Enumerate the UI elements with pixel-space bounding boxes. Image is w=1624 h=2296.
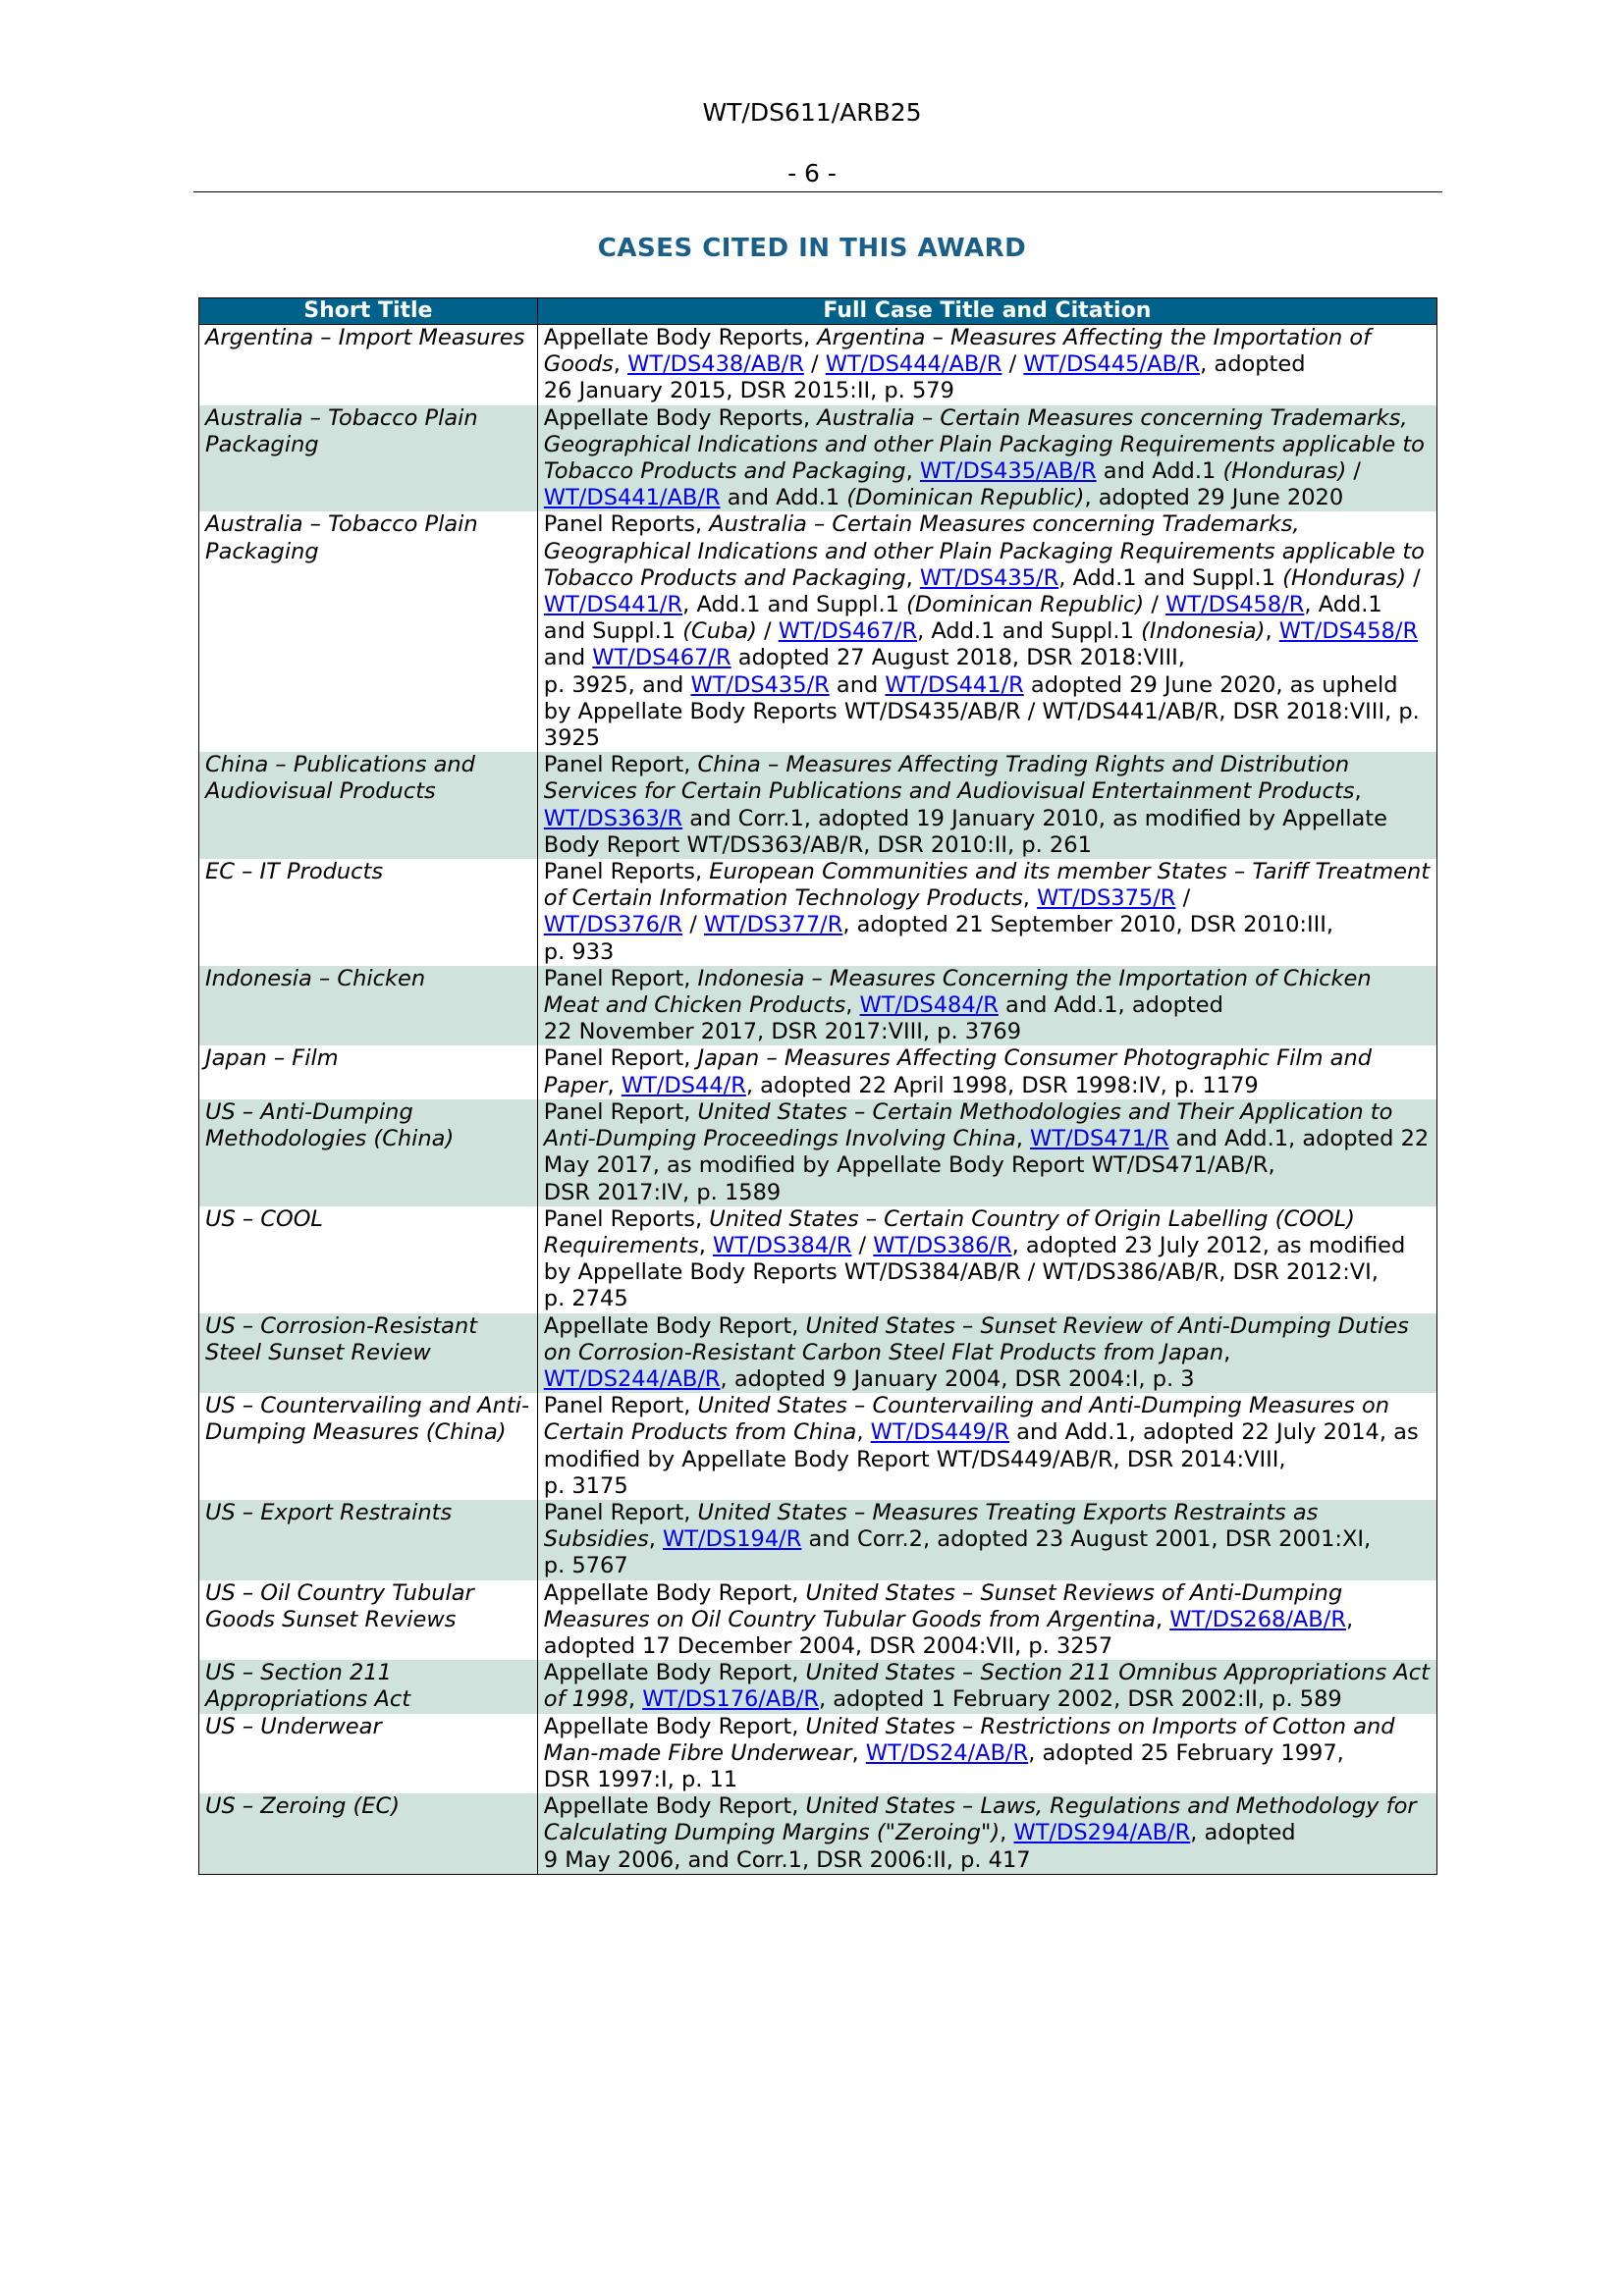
citation-text: , xyxy=(1000,1820,1014,1846)
citation-text: Appellate Body Report, xyxy=(543,1660,806,1686)
citation-text: / xyxy=(851,1232,874,1258)
document-link[interactable]: WT/DS458/R xyxy=(1278,618,1419,645)
full-citation-cell xyxy=(537,1393,1436,1500)
case-title-text: Indonesia – Measures Concerning the Importation of Chicken Meat and Chicken Products xyxy=(543,965,1372,1019)
full-citation-cell xyxy=(537,1045,1436,1098)
citation-text: p. 3925, and xyxy=(543,671,691,698)
citation-text: DSR 1997:I, p. 11 xyxy=(543,1766,738,1792)
citation-text: and Add.1 xyxy=(1096,458,1223,485)
citation-text: , xyxy=(905,458,920,485)
citation-text: Panel Reports, xyxy=(543,859,710,885)
full-citation-cell xyxy=(537,752,1436,859)
citation-text: Appellate Body Reports, xyxy=(543,325,818,350)
short-title-cell: Japan – Film xyxy=(199,1045,538,1098)
document-link[interactable]: WT/DS176/AB/R xyxy=(642,1686,819,1713)
citation-text: 22 November 2017, DSR 2017:VIII, p. 3769 xyxy=(543,1019,1022,1045)
case-title-text: United States – Certain Methodologies and Their Application to Anti-Dumping Proceedings Involving China xyxy=(543,1098,1393,1152)
citation-text: , xyxy=(1223,1339,1231,1365)
full-citation-cell xyxy=(537,405,1436,512)
case-title-text: (Cuba) xyxy=(682,618,757,645)
table-row xyxy=(199,1714,1437,1794)
case-title-text: United States – Restrictions on Imports of Cotton and Man-made Fibre Underwear xyxy=(543,1713,1395,1766)
table-row xyxy=(199,405,1437,512)
citation-text: and xyxy=(543,645,593,671)
citation-text: , xyxy=(1354,778,1362,805)
full-citation-cell xyxy=(537,1313,1436,1394)
header-rule xyxy=(193,191,1442,192)
citation-text: DSR 2017:IV, p. 1589 xyxy=(543,1179,782,1205)
citation-text: / xyxy=(1405,564,1421,591)
table-row xyxy=(199,1500,1437,1580)
citation-text: / xyxy=(1346,458,1361,485)
document-link[interactable]: WT/DS441/R xyxy=(543,592,683,618)
document-link[interactable]: WT/DS445/AB/R xyxy=(1023,351,1201,378)
citation-text: Panel Report, xyxy=(543,965,698,991)
citation-text: , adopted 25 February 1997, xyxy=(1028,1739,1344,1766)
full-citation-cell xyxy=(537,1660,1436,1713)
citation-text: / xyxy=(1144,592,1166,618)
citation-text: , xyxy=(1015,1126,1031,1152)
short-title-cell: US – Zeroing (EC) xyxy=(199,1793,538,1874)
full-citation-cell xyxy=(537,1500,1436,1580)
citation-text: , xyxy=(613,351,628,378)
citation-text: , Add.1 and Suppl.1 xyxy=(543,592,1382,645)
table-body xyxy=(199,325,1437,1875)
citation-text: Panel Reports, xyxy=(543,511,710,538)
document-link[interactable]: WT/DS471/R xyxy=(1030,1126,1169,1152)
short-title-cell: US – COOL xyxy=(199,1206,538,1313)
full-citation-cell xyxy=(537,325,1436,405)
citation-text: adopted 29 June 2020, as upheld by Appellate Body Reports WT/DS435/AB/R / WT/DS441/AB/R, DSR 2018:VIII, p. 3925 xyxy=(543,671,1420,752)
short-title-cell: China – Publications and Audiovisual Products xyxy=(199,752,538,859)
citation-text: / xyxy=(803,351,826,378)
citation-text: , xyxy=(1022,885,1038,912)
citation-text: and Add.1, adopted xyxy=(998,992,1223,1019)
citation-text: and Add.1 xyxy=(720,485,847,511)
citation-text: , adopted 23 July 2012, as modified by Appellate Body Reports WT/DS384/AB/R / WT/DS386/AB/R, DSR 2012:VI, xyxy=(543,1232,1406,1286)
column-header-short-title: Short Title xyxy=(199,298,538,325)
citation-text: p. 2745 xyxy=(543,1286,628,1312)
short-title-cell: EC – IT Products xyxy=(199,859,538,966)
case-title-text: Argentina – Measures Affecting the Importation of Goods xyxy=(543,325,1372,378)
citation-text: , xyxy=(627,1686,643,1713)
citation-text: , adopted xyxy=(1190,1820,1296,1846)
citation-text: , xyxy=(1155,1606,1170,1632)
table-row xyxy=(199,1045,1437,1098)
full-citation-cell xyxy=(537,1793,1436,1874)
case-title-text: United States – Certain Country of Origin Labelling (COOL) Requirements xyxy=(543,1205,1355,1258)
document-link[interactable]: WT/DS441/AB/R xyxy=(543,485,721,511)
full-citation-cell xyxy=(537,966,1436,1046)
short-title-cell: Australia – Tobacco Plain Packaging xyxy=(199,511,538,752)
case-title-text: Japan – Measures Affecting Consumer Photographic Film and Paper xyxy=(543,1045,1373,1098)
citation-text: , xyxy=(698,1232,714,1258)
table-row xyxy=(199,1313,1437,1394)
citation-text: , Add.1 and Suppl.1 xyxy=(682,592,907,618)
citation-text: / xyxy=(1001,351,1024,378)
document-link[interactable]: WT/DS375/R xyxy=(1037,885,1176,912)
citation-text: Panel Report, xyxy=(543,1393,698,1419)
case-title-text: China – Measures Affecting Trading Rights and Distribution Services for Certain Publications and Audiovisual Entertainment Products xyxy=(543,752,1355,805)
table-row xyxy=(199,1393,1437,1500)
table-row xyxy=(199,1660,1437,1713)
citation-text: , xyxy=(1345,1606,1354,1632)
citation-text: , adopted 22 April 1998, DSR 1998:IV, p. 1179 xyxy=(745,1072,1259,1098)
table-row xyxy=(199,859,1437,966)
case-title-text: Australia – Certain Measures concerning Trademarks, Geographical Indications and other Plain Packaging Requirements applicable to Tobacco Products and Packaging xyxy=(543,404,1425,485)
citation-text: , adopted 21 September 2010, DSR 2010:III, xyxy=(842,912,1334,938)
citation-text: Panel Reports, xyxy=(543,1205,710,1232)
full-citation-cell xyxy=(537,511,1436,752)
document-link[interactable]: WT/DS268/AB/R xyxy=(1169,1606,1346,1632)
case-title-text: Australia – Certain Measures concerning Trademarks, Geographical Indications and other Plain Packaging Requirements applicable to Tobacco Products and Packaging xyxy=(543,511,1425,591)
case-title-text: (Dominican Republic) xyxy=(906,592,1145,618)
citation-text: Panel Report, xyxy=(543,1045,698,1072)
citation-text: p. 933 xyxy=(543,938,615,965)
short-title-cell: US – Export Restraints xyxy=(199,1500,538,1580)
short-title-cell: US – Corrosion-Resistant Steel Sunset Review xyxy=(199,1313,538,1394)
citation-text: adopted 17 December 2004, DSR 2004:VII, p. 3257 xyxy=(543,1632,1113,1659)
document-link[interactable]: WT/DS484/R xyxy=(859,992,999,1019)
document-link[interactable]: WT/DS458/R xyxy=(1165,592,1305,618)
citation-text: Appellate Body Reports, xyxy=(543,404,818,431)
full-citation-cell xyxy=(537,1714,1436,1794)
case-title-text: United States – Laws, Regulations and Methodology for Calculating Dumping Margins ("Zeroing") xyxy=(543,1793,1417,1846)
case-title-text: European Communities and its member States – Tariff Treatment of Certain Information Technology Products xyxy=(543,859,1431,912)
document-link[interactable]: WT/DS438/AB/R xyxy=(627,351,804,378)
document-link[interactable]: WT/DS294/AB/R xyxy=(1013,1820,1191,1846)
case-title-text: United States – Countervailing and Anti-Dumping Measures on Certain Products from China xyxy=(543,1393,1390,1446)
table-row xyxy=(199,1580,1437,1661)
citation-text: and Add.1, adopted 22 May 2017, as modified by Appellate Body Report WT/DS471/AB/R, xyxy=(543,1126,1430,1179)
document-link[interactable]: WT/DS24/AB/R xyxy=(865,1739,1029,1766)
document-link[interactable]: WT/DS194/R xyxy=(663,1526,802,1553)
citation-text: and Corr.1, adopted 19 January 2010, as modified by Appellate Body Report WT/DS363/AB/R, DSR 2010:II, p. 261 xyxy=(543,805,1387,858)
table-row xyxy=(199,1793,1437,1874)
table-row xyxy=(199,1206,1437,1313)
citation-text: , Add.1 and Suppl.1 xyxy=(1058,564,1283,591)
document-link[interactable]: WT/DS244/AB/R xyxy=(543,1365,721,1392)
document-link[interactable]: WT/DS441/R xyxy=(885,671,1024,698)
citation-text: Appellate Body Report, xyxy=(543,1579,806,1606)
case-title-text: (Honduras) xyxy=(1222,458,1347,485)
document-link[interactable]: WT/DS363/R xyxy=(543,805,683,831)
citation-text: p. 5767 xyxy=(543,1553,628,1579)
document-link[interactable]: WT/DS376/R xyxy=(543,912,683,938)
short-title-cell: Argentina – Import Measures xyxy=(199,325,538,405)
citation-text: , xyxy=(905,564,920,591)
document-link[interactable]: WT/DS386/R xyxy=(873,1232,1012,1258)
citation-text: , adopted 1 February 2002, DSR 2002:II, p. 589 xyxy=(818,1686,1342,1713)
citation-text: Appellate Body Report, xyxy=(543,1793,806,1820)
section-heading: CASES CITED IN THIS AWARD xyxy=(597,234,1027,263)
citation-text: Appellate Body Report, xyxy=(543,1713,806,1739)
table-header-row xyxy=(199,298,1437,325)
document-link[interactable]: WT/DS44/R xyxy=(621,1072,746,1098)
citation-text: 26 January 2015, DSR 2015:II, p. 579 xyxy=(543,378,954,404)
citation-text: adopted 27 August 2018, DSR 2018:VIII, xyxy=(731,645,1185,671)
document-link[interactable]: WT/DS467/R xyxy=(778,618,918,645)
document-link[interactable]: WT/DS377/R xyxy=(704,912,843,938)
citation-text: , adopted 29 June 2020 xyxy=(1084,485,1344,511)
case-title-text: United States – Section 211 Omnibus Appropriations Act of 1998 xyxy=(543,1660,1430,1713)
document-link[interactable]: WT/DS467/R xyxy=(592,645,731,671)
citation-text: , xyxy=(845,992,860,1019)
case-title-text: (Dominican Republic) xyxy=(846,485,1085,511)
short-title-cell: Indonesia – Chicken xyxy=(199,966,538,1046)
citation-text: , xyxy=(1265,618,1279,645)
document-link[interactable]: WT/DS435/R xyxy=(919,564,1059,591)
citation-text: Panel Report, xyxy=(543,1098,698,1125)
citation-text: 9 May 2006, and Corr.1, DSR 2006:II, p. 417 xyxy=(543,1846,1031,1873)
citation-text: , xyxy=(607,1072,622,1098)
citation-text: Panel Report, xyxy=(543,1499,698,1525)
citation-text: and xyxy=(829,671,886,698)
citation-text: p. 3175 xyxy=(543,1472,628,1499)
citation-text: / xyxy=(1175,885,1191,912)
case-title-text: (Honduras) xyxy=(1282,564,1406,591)
page-number: - 6 - xyxy=(787,159,837,187)
citation-text: , Add.1 and Suppl.1 xyxy=(917,618,1142,645)
citation-text: , xyxy=(648,1526,664,1553)
citation-text: / xyxy=(756,618,779,645)
full-citation-cell xyxy=(537,1580,1436,1661)
full-citation-cell xyxy=(537,859,1436,966)
full-citation-cell xyxy=(537,1206,1436,1313)
short-title-cell: Australia – Tobacco Plain Packaging xyxy=(199,405,538,512)
document-link[interactable]: WT/DS384/R xyxy=(713,1232,852,1258)
document-link[interactable]: WT/DS435/AB/R xyxy=(919,458,1097,485)
case-title-text: United States – Sunset Review of Anti-Dumping Duties on Corrosion-Resistant Carbon Steel Flat Products from Japan xyxy=(543,1312,1409,1365)
table-row xyxy=(199,511,1437,752)
short-title-cell: US – Section 211 Appropriations Act xyxy=(199,1660,538,1713)
citation-text: , adopted 9 January 2004, DSR 2004:I, p. 3 xyxy=(720,1365,1195,1392)
citation-text: , adopted xyxy=(1200,351,1306,378)
citation-text: Panel Report, xyxy=(543,752,698,778)
case-title-text: (Indonesia) xyxy=(1141,618,1266,645)
short-title-cell: US – Oil Country Tubular Goods Sunset Reviews xyxy=(199,1580,538,1661)
citation-text: , xyxy=(851,1739,866,1766)
citation-text: and Add.1, adopted 22 July 2014, as modified by Appellate Body Report WT/DS449/AB/R, DSR 2014:VIII, xyxy=(543,1419,1419,1472)
full-citation-cell xyxy=(537,1099,1436,1206)
short-title-cell: US – Anti-Dumping Methodologies (China) xyxy=(199,1099,538,1206)
short-title-cell: US – Underwear xyxy=(199,1714,538,1794)
citation-text: and Corr.2, adopted 23 August 2001, DSR 2001:XI, xyxy=(801,1526,1372,1553)
short-title-cell: US – Countervailing and Anti-Dumping Measures (China) xyxy=(199,1393,538,1500)
column-header-full-title: Full Case Title and Citation xyxy=(537,298,1436,325)
table-row xyxy=(199,325,1437,405)
case-title-text: United States – Measures Treating Exports Restraints as Subsidies xyxy=(543,1499,1319,1553)
document-link[interactable]: WT/DS449/R xyxy=(870,1419,1010,1446)
citation-text: / xyxy=(682,912,705,938)
document-reference: WT/DS611/ARB25 xyxy=(702,98,922,127)
cases-table xyxy=(198,297,1437,1875)
table-row xyxy=(199,966,1437,1046)
document-link[interactable]: WT/DS444/AB/R xyxy=(825,351,1002,378)
citation-text: , xyxy=(856,1419,871,1446)
citation-text: Appellate Body Report, xyxy=(543,1312,806,1339)
table-row xyxy=(199,1099,1437,1206)
table-row xyxy=(199,752,1437,859)
document-link[interactable]: WT/DS435/R xyxy=(690,671,830,698)
case-title-text: United States – Sunset Reviews of Anti-Dumping Measures on Oil Country Tubular Goods from Argentina xyxy=(543,1579,1343,1632)
